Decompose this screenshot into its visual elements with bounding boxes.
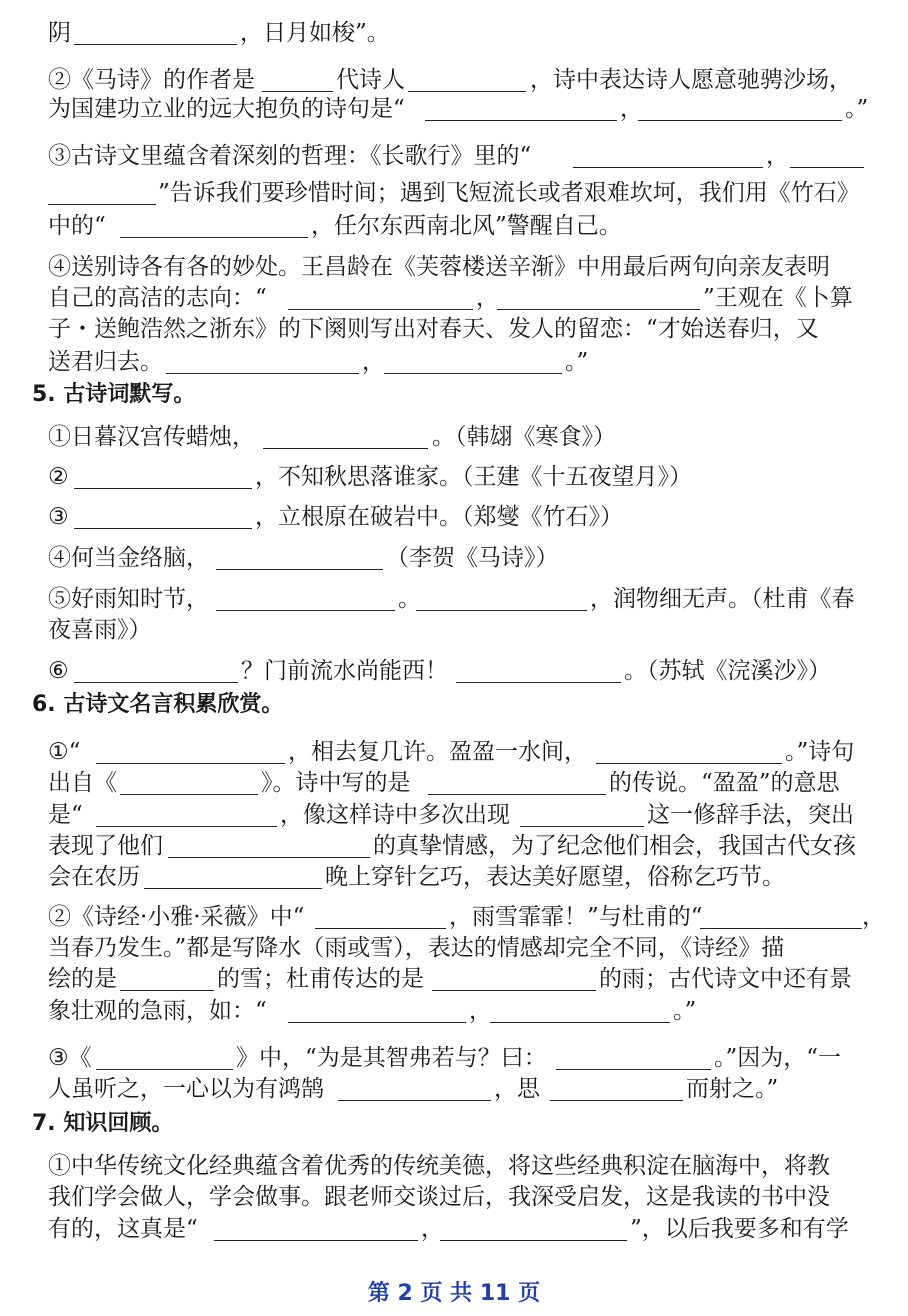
answer-blank[interactable] [790, 167, 864, 168]
text-segment: ⑤好雨知时节， [48, 586, 209, 612]
text-segment: 的雪；杜甫传达的是 [217, 966, 424, 992]
text-segment: 人虽听之，一心以为有鸿鹄 [48, 1076, 324, 1102]
text-segment: 有的，这真是“ [48, 1216, 198, 1242]
answer-blank[interactable] [74, 488, 252, 489]
text-line [0, 1069, 908, 1109]
answer-blank[interactable] [338, 1100, 491, 1101]
text-segment: 阴 [48, 20, 71, 46]
text-segment: ”王观在《卜算 [703, 285, 853, 311]
text-segment: 象壮观的急雨，如：“ [48, 998, 267, 1024]
section-heading [0, 1104, 908, 1144]
text-segment: 会在农历 [48, 864, 140, 890]
text-segment: ， [362, 349, 385, 375]
text-segment: 当春乃发生。”都是写降水（雨或雪），表达的情感却完全不同，《诗经》描 [48, 935, 785, 961]
answer-blank[interactable] [214, 1240, 418, 1241]
text-segment: 送君归去。 [48, 349, 163, 375]
text-segment: ①“ [48, 739, 81, 765]
text-segment: ③ [48, 504, 69, 530]
answer-blank[interactable] [573, 167, 763, 168]
section-heading [0, 375, 908, 415]
text-segment: ②《诗经·小雅·采薇》中“ [48, 904, 305, 930]
text-segment: 。” [673, 998, 697, 1024]
text-segment: 7. 知识回顾。 [32, 1111, 174, 1136]
answer-blank[interactable] [425, 120, 617, 121]
text-segment: ④送别诗各有各的妙处。王昌龄在《芙蓉楼送辛渐》中用最后两句向亲友表明 [48, 254, 830, 280]
text-segment: 。”诗句 [785, 739, 855, 765]
text-segment: ③《 [48, 1045, 92, 1071]
answer-blank[interactable] [263, 448, 428, 449]
text-line [0, 206, 908, 246]
text-segment: 。” [565, 349, 589, 375]
text-segment: ③古诗文里蕴含着深刻的哲理：《长歌行》里的“ [48, 143, 532, 169]
answer-blank[interactable] [166, 373, 359, 374]
text-segment: 。”因为，“一 [714, 1045, 842, 1071]
text-segment: 为国建功立业的远大抱负的诗句是“ [48, 96, 405, 122]
text-segment: 》。诗中写的是 [261, 770, 411, 796]
text-segment: 代诗人 [336, 67, 405, 93]
text-line [0, 457, 908, 497]
text-segment: 表现了他们 [48, 833, 163, 859]
text-line [0, 991, 908, 1031]
answer-blank[interactable] [120, 237, 308, 238]
text-segment: 我们学会做人，学会做事。跟老师交谈过后，我深受启发，这是我读的书中没 [48, 1184, 830, 1210]
text-segment: 6. 古诗文名言积累欣赏。 [32, 692, 284, 717]
answer-blank[interactable] [288, 1022, 466, 1023]
text-segment: ，像这样诗中多次出现 [280, 802, 510, 828]
text-segment: ， [620, 96, 643, 122]
text-segment: ④何当金络脑， [48, 545, 209, 571]
text-segment: ，立根原在破岩中。（郑燮《竹石》） [255, 504, 623, 530]
answer-blank[interactable] [74, 682, 238, 683]
text-segment: ，相去复几许。盈盈一水间， [288, 739, 587, 765]
text-segment: 中的“ [48, 213, 106, 239]
text-segment: 。 [398, 586, 421, 612]
answer-blank[interactable] [48, 204, 156, 205]
text-segment: ，润物细无声。（杜甫《春 [590, 586, 855, 612]
text-segment: （李贺《马诗》） [386, 545, 559, 571]
answer-blank[interactable] [74, 528, 252, 529]
answer-blank[interactable] [490, 1022, 670, 1023]
text-segment: ， [476, 285, 499, 311]
text-segment: ， [766, 143, 789, 169]
text-segment: ⑥ [48, 658, 69, 684]
text-segment: ② [48, 464, 69, 490]
text-line [0, 13, 908, 53]
text-segment: 的真挚情感，为了纪念他们相会，我国古代女孩 [373, 833, 856, 859]
text-line [0, 610, 908, 650]
text-segment: 的雨；古代诗文中还有景 [599, 966, 852, 992]
page-number-footer: 第 2 页 共 11 页 [367, 1281, 541, 1306]
section-heading [0, 685, 908, 725]
answer-blank[interactable] [550, 1100, 683, 1101]
text-segment: 子・送鲍浩然之浙东》的下阕则写出对春天、发人的留恋：“才始送春归，又 [48, 316, 819, 342]
text-segment: ①日暮汉宫传蜡烛， [48, 424, 255, 450]
answer-blank[interactable] [384, 373, 562, 374]
answer-blank[interactable] [638, 120, 842, 121]
answer-blank[interactable] [440, 1240, 627, 1241]
text-segment: 出自《 [48, 770, 117, 796]
text-segment: 是“ [48, 802, 83, 828]
text-segment: 的传说。“盈盈”的意思 [609, 770, 840, 796]
text-segment: ”，以后我要多和有学 [630, 1216, 849, 1242]
text-line [0, 497, 908, 537]
text-segment: 绘的是 [48, 966, 117, 992]
answer-blank[interactable] [74, 44, 237, 45]
text-line [0, 417, 908, 457]
text-segment: ，思 [494, 1076, 540, 1102]
text-segment: 。（韩翃《寒食》） [432, 424, 616, 450]
text-line [0, 538, 908, 578]
text-segment: 自己的高洁的志向：“ [48, 285, 267, 311]
text-segment: ，诗中表达诗人愿意驰骋沙场， [530, 67, 852, 93]
text-segment: ①中华传统文化经典蕴含着优秀的传统美德，将这些经典积淀在脑海中，将教 [48, 1153, 830, 1179]
text-segment: ， [862, 904, 885, 930]
answer-blank[interactable] [216, 569, 383, 570]
text-segment: ，任尔东西南北风”警醒自己。 [311, 213, 622, 239]
text-segment: ②《马诗》的作者是 [48, 67, 255, 93]
text-segment: 。（苏轼《浣溪沙》） [624, 658, 831, 684]
text-segment: ”告诉我们要珍惜时间；遇到飞短流长或者艰难坎坷，我们用《竹石》 [158, 180, 860, 206]
text-segment: ， [469, 998, 492, 1024]
text-segment: ，不知秋思落谁家。（王建《十五夜望月》） [255, 464, 692, 490]
text-segment: 而射之。” [686, 1076, 779, 1102]
text-line [0, 89, 908, 129]
text-segment: 5. 古诗词默写。 [32, 382, 196, 407]
text-segment: ？门前流水尚能西！ [241, 658, 448, 684]
text-line [0, 1209, 908, 1249]
text-segment: ，雨雪霏霏！”与杜甫的“ [449, 904, 703, 930]
text-segment: ， [421, 1216, 444, 1242]
text-segment: 夜喜雨》） [48, 617, 152, 643]
answer-blank[interactable] [456, 682, 621, 683]
text-line [0, 136, 908, 176]
text-segment: 》中，“为是其智弗若与？曰： [236, 1045, 547, 1071]
text-segment: 。” [845, 96, 869, 122]
text-segment: ，日月如梭”。 [240, 20, 390, 46]
text-line [0, 857, 908, 897]
text-segment: 这一修辞手法，突出 [647, 802, 854, 828]
answer-blank[interactable] [144, 888, 322, 889]
text-segment: 晚上穿针乞巧，表达美好愿望，俗称乞巧节。 [325, 864, 785, 890]
